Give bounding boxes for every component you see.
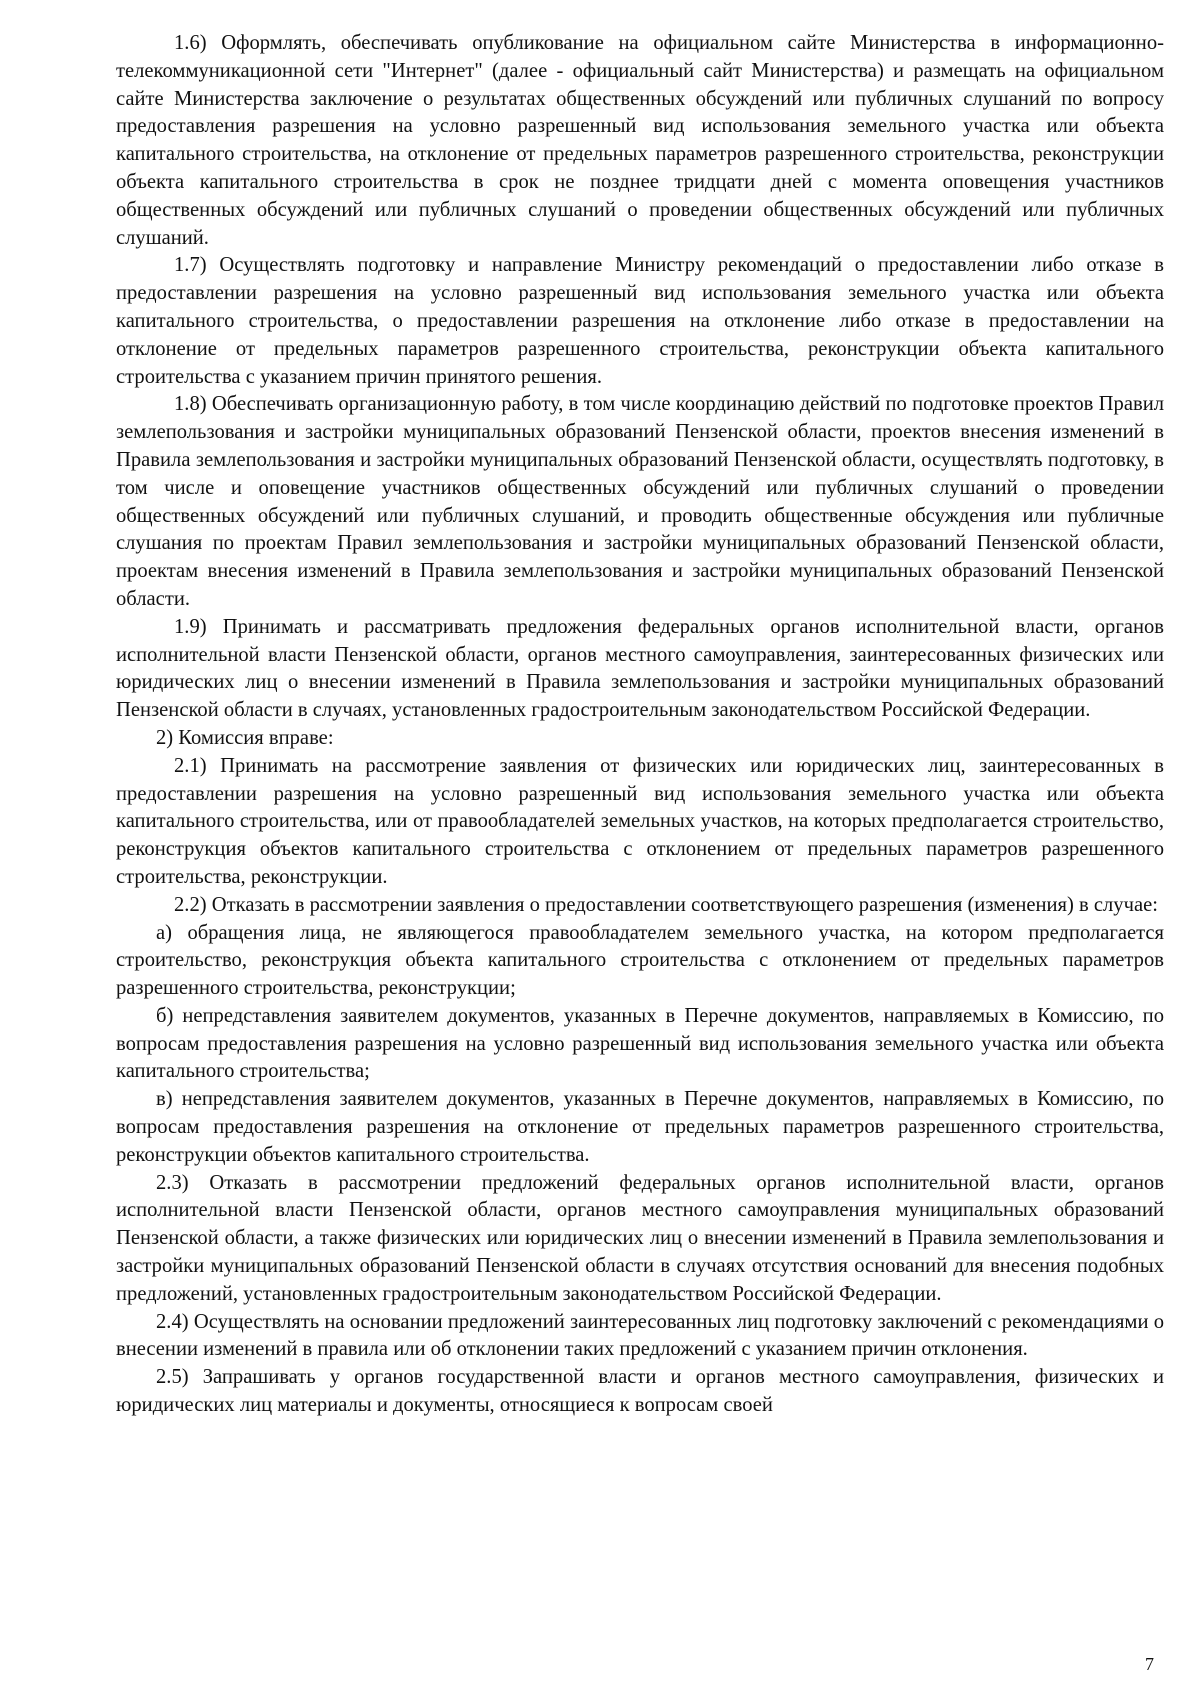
paragraph-1-9: 1.9) Принимать и рассматривать предложения федеральных органов исполнительной власти, органов исполнительной власти Пензенской области, органов местного самоуправления, заинтересованных физических или юридических лиц о внесении изменений в Правила землепользования и застройки муниципальных образований Пензенской области в случаях, установленных градостроительным законодательством Российской Федерации. — [116, 615, 1164, 722]
paragraph-2-1: 2.1) Принимать на рассмотрение заявления от физических или юридических лиц, заинтересованных в предоставлении разрешения на условно разрешенный вид использования земельного участка или объекта капитального строительства, или от правообладателей земельных участков, на которых предполагается строительство, реконструкция объектов капитального строительства с отклонением от предельных параметров разрешенного строительства, реконструкции. — [116, 754, 1164, 888]
paragraph-2-5: 2.5) Запрашивать у органов государственной власти и органов местного самоуправления, физических и юридических лиц материалы и документы, относящиеся к вопросам своей — [116, 1366, 1164, 1417]
document-body — [116, 30, 1164, 1420]
paragraph-1-8: 1.8) Обеспечивать организационную работу, в том числе координацию действий по подготовке проектов Правил землепользования и застройки муниципальных образований Пензенской области, проектов внесения изменений в Правила землепользования и застройки муниципальных образований Пензенской области, осуществлять подготовку, в том числе и оповещение участников общественных обсуждений или публичных слушаний о проведении общественных обсуждений или публичных слушаний, и проводить общественные обсуждения или публичные слушания по проектам Правил землепользования и застройки муниципальных образований Пензенской области, проектам внесения изменений в Правила землепользования и застройки муниципальных образований Пензенской области. — [116, 393, 1164, 610]
paragraph-2-2-v: в) непредставления заявителем документов, указанных в Перечне документов, направляемых в Комиссию, по вопросам предоставления разрешения на отклонение от предельных параметров разрешенного строительства, реконструкции объектов капитального строительства. — [116, 1088, 1164, 1166]
paragraph-1-6: 1.6) Оформлять, обеспечивать опубликование на официальном сайте Министерства в информационно-телекоммуникационной сети "Интернет" (далее - официальный сайт Министерства) и размещать на официальном сайте Министерства заключение о результатах общественных обсуждений или публичных слушаний по вопросу предоставления разрешения на условно разрешенный вид использования земельного участка или объекта капитального строительства, на отклонение от предельных параметров разрешенного строительства, реконструкции объекта капитального строительства в срок не позднее тридцати дней с момента оповещения участников общественных обсуждений или публичных слушаний о проведении общественных обсуждений или публичных слушаний. — [116, 32, 1164, 249]
paragraph-2-2: 2.2) Отказать в рассмотрении заявления о предоставлении соответствующего разрешения (изменения) в случае: — [174, 893, 1158, 916]
paragraph-2-3: 2.3) Отказать в рассмотрении предложений федеральных органов исполнительной власти, органов исполнительной власти Пензенской области, органов местного самоуправления муниципальных образований Пензенской области, а также физических или юридических лиц о внесении изменений в Правила землепользования и застройки муниципальных образований Пензенской области в случаях отсутствия оснований для внесения подобных предложений, установленных градостроительным законодательством Российской Федерации. — [116, 1171, 1164, 1305]
paragraph-2-heading: 2) Комиссия вправе: — [156, 726, 334, 749]
paragraph-2-2-a: а) обращения лица, не являющегося правообладателем земельного участка, на котором предполагается строительство, реконструкция объекта капитального строительства с отклонением от предельных параметров разрешенного строительства, реконструкции; — [116, 921, 1164, 1000]
paragraph-2-2-b: б) непредставления заявителем документов, указанных в Перечне документов, направляемых в Комиссию, по вопросам предоставления разрешения на условно разрешенный вид использования земельного участка или объекта капитального строительства; — [116, 1004, 1164, 1083]
paragraph-1-7: 1.7) Осуществлять подготовку и направление Министру рекомендаций о предоставлении либо отказе в предоставлении разрешения на условно разрешенный вид использования земельного участка или объекта капитального строительства, о предоставлении разрешения на отклонение либо отказе в предоставлении на отклонение от предельных параметров разрешенного строительства, реконструкции объекта капитального строительства с указанием причин принятого решения. — [116, 254, 1164, 388]
page-number: 7 — [1145, 1654, 1154, 1674]
paragraph-2-4: 2.4) Осуществлять на основании предложений заинтересованных лиц подготовку заключений с рекомендациями о внесении изменений в правила или об отклонении таких предложений с указанием причин отклонения. — [116, 1310, 1164, 1361]
